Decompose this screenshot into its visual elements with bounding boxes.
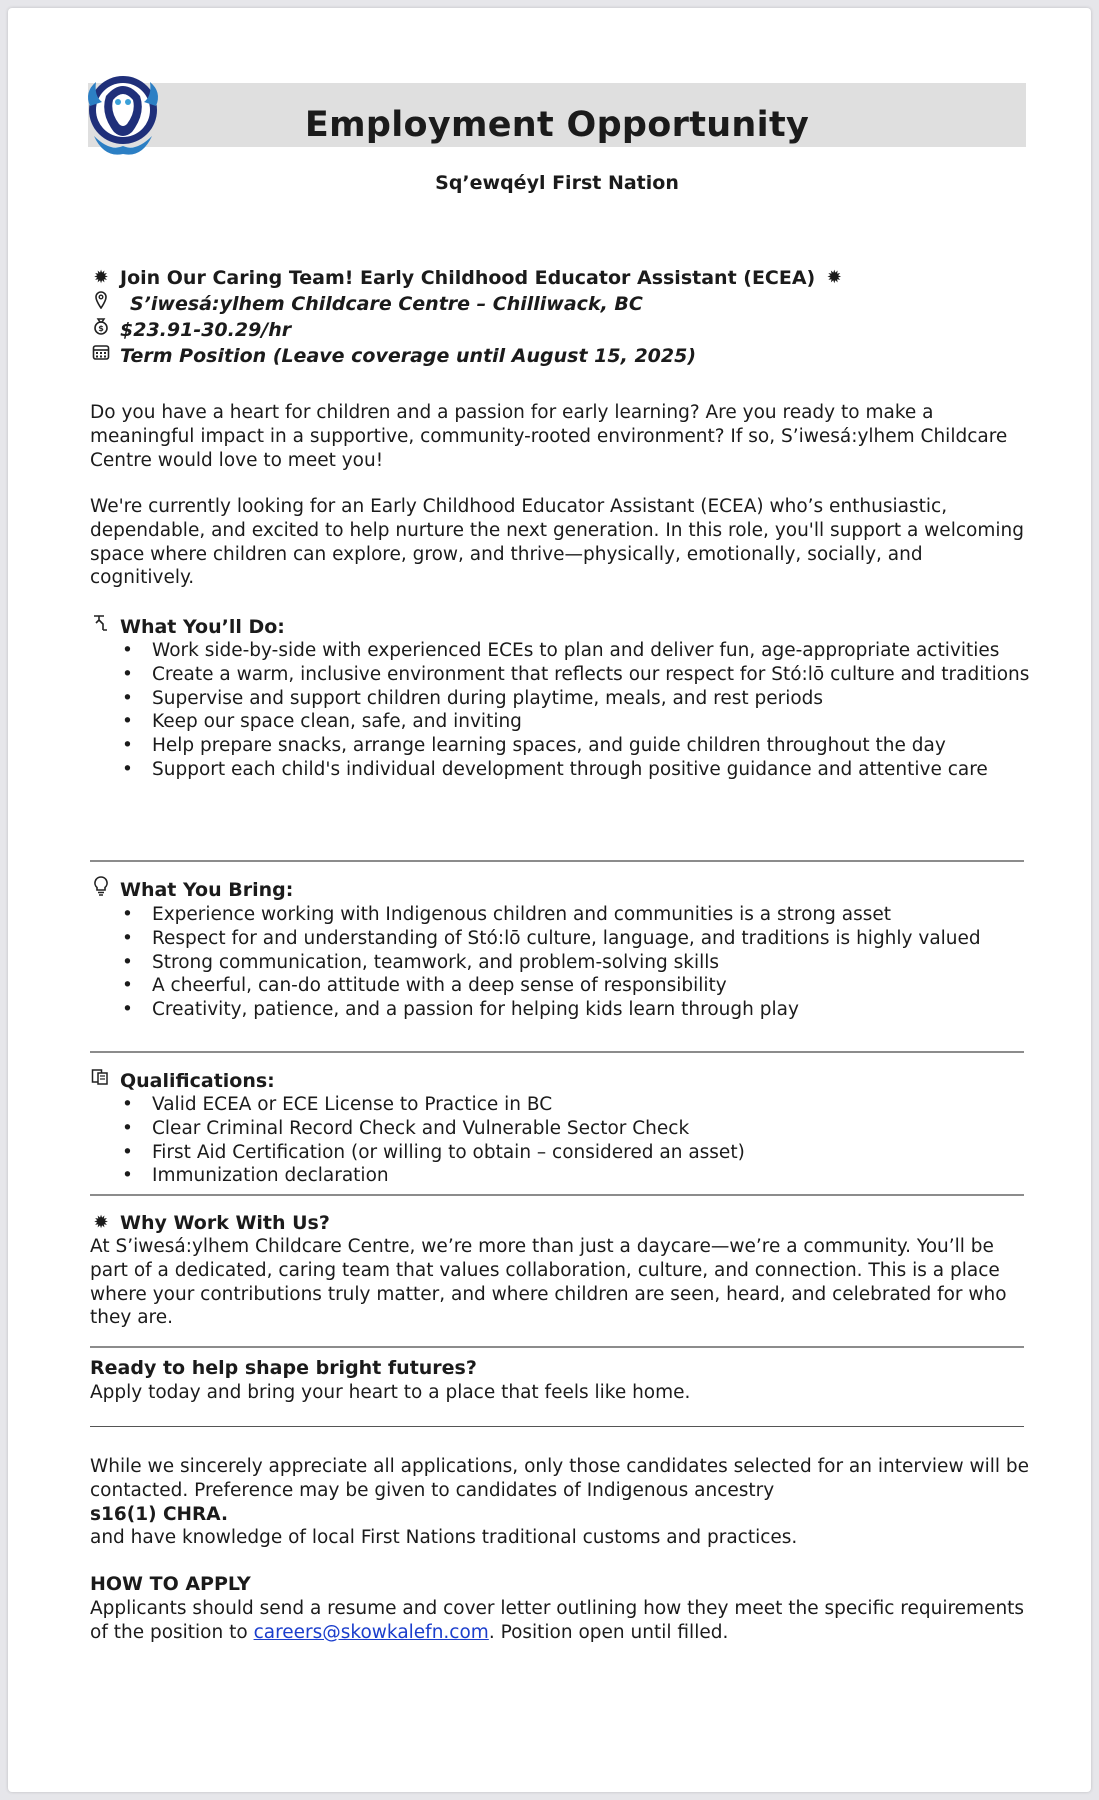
list-item: • Creativity, patience, and a passion for helping kids learn through play: [152, 998, 1030, 1022]
pin-icon: [90, 291, 112, 317]
divider: [90, 1051, 1024, 1053]
email-link[interactable]: careers@skowkalefn.com: [253, 1621, 489, 1643]
intro-paragraph-2: We're currently looking for an Early Childhood Educator Assistant (ECEA) who’s enthusiastic, dependable, and excited to help nurture the next generation. In this role, you'll support a welcoming space where children can explore, grow, and thrive—physically, emotionally, socially, and cognitively.: [90, 496, 1024, 589]
list-item: • Immunization declaration: [152, 1164, 1030, 1188]
list-item: • Valid ECEA or ECE License to Practice in BC: [152, 1093, 1030, 1117]
section-title: What You Bring:: [90, 876, 1030, 903]
divider: [90, 1426, 1024, 1427]
calendar-icon: [90, 343, 112, 369]
divider: [90, 1346, 1024, 1348]
list-item: • Work side-by-side with experienced ECEs to plan and deliver fun, age-appropriate activities: [152, 639, 1030, 663]
ready-text: Apply today and bring your heart to a place that feels like home.: [90, 1381, 691, 1403]
highlight-title: ✹ Join Our Caring Team! Early Childhood Educator Assistant (ECEA) ✹: [90, 265, 1030, 291]
notice-text: While we sincerely appreciate all applications, only those candidates selected for an interview will be contacted. Preference may be given to candidates of Indigenous ancestry: [90, 1456, 1030, 1501]
apply-text: Applicants should send a resume and cover letter outlining how they meet the specific requirements of the position to careers@skowkalefn.com. Position open until filled.: [90, 1597, 1025, 1643]
books-icon: [90, 1068, 112, 1093]
section-what-you-bring: [90, 876, 1030, 1022]
list-item: • Keep our space clean, safe, and inviting: [152, 710, 1030, 734]
section-qualifications: [90, 1068, 1030, 1188]
svg-text:$: $: [98, 324, 104, 334]
sun-icon: ✹: [93, 267, 109, 288]
lightbulb-icon: [90, 876, 112, 903]
list-item: • Create a warm, inclusive environment that reflects our respect for Stó:lō culture and traditions: [152, 663, 1030, 687]
document-page: [8, 8, 1091, 1792]
list-item: • Respect for and understanding of Stó:lō culture, language, and traditions is highly valued: [152, 927, 1030, 951]
sun-icon: ✹: [826, 267, 842, 288]
application-notice: [90, 1455, 1030, 1550]
highlight-location: S’iwesá:ylhem Childcare Centre – Chilliwack, BC: [90, 291, 1030, 317]
section-what-you-do: [90, 614, 1030, 782]
list-item: • Strong communication, teamwork, and problem-solving skills: [152, 951, 1030, 975]
list-item: • Experience working with Indigenous children and communities is a strong asset: [152, 903, 1030, 927]
list-item: • Supervise and support children during playtime, meals, and rest periods: [152, 687, 1030, 711]
list-item: • First Aid Certification (or willing to obtain – considered an asset): [152, 1141, 1030, 1165]
job-highlights: [90, 265, 1030, 369]
tool-icon: [90, 614, 112, 639]
highlight-term: Term Position (Leave coverage until August 15, 2025): [90, 343, 1030, 369]
list-item: • Help prepare snacks, arrange learning spaces, and guide children throughout the day: [152, 734, 1030, 758]
page-title: Employment Opportunity: [304, 105, 810, 145]
list-item: • Support each child's individual development through positive guidance and attentive care: [152, 758, 1030, 782]
section-title: ✹ Why Work With Us?: [90, 1211, 1030, 1235]
section-title: Qualifications:: [90, 1068, 1030, 1093]
apply-title: HOW TO APPLY: [90, 1573, 251, 1595]
section-title: What You’ll Do:: [90, 614, 1030, 639]
list-item: • A cheerful, can-do attitude with a deep sense of responsibility: [152, 974, 1030, 998]
nation-subtitle: Sq’ewqéyl First Nation: [435, 172, 679, 194]
highlight-wage: $ $23.91-30.29/hr: [90, 317, 1030, 343]
section-how-to-apply: [90, 1573, 1030, 1644]
section-why-work-with-us: [90, 1211, 1030, 1330]
chra-reference: s16(1) CHRA.: [90, 1503, 228, 1525]
list-item: • Clear Criminal Record Check and Vulnerable Sector Check: [152, 1117, 1030, 1141]
why-text: At S’iwesá:ylhem Childcare Centre, we’re more than just a daycare—we’re a community. You’ll be part of a dedicated, caring team that values collaboration, culture, and connection. This is a place where your contributions truly matter, and where children are seen, heard, and celebrated for who they are.: [90, 1236, 1007, 1329]
money-bag-icon: [90, 317, 112, 343]
section-ready: [90, 1357, 1030, 1405]
divider: [90, 860, 1024, 862]
ready-title: Ready to help shape bright futures?: [90, 1357, 477, 1379]
intro-paragraph-1: Do you have a heart for children and a passion for early learning? Are you ready to make a meaningful impact in a supportive, community-rooted environment? If so, S’iwesá:ylhem Childcare Centre would love to meet you!: [90, 402, 1008, 471]
divider: [90, 1194, 1024, 1196]
knowledge-text: and have knowledge of local First Nations traditional customs and practices.: [90, 1527, 798, 1549]
sun-icon: ✹: [93, 1212, 109, 1233]
